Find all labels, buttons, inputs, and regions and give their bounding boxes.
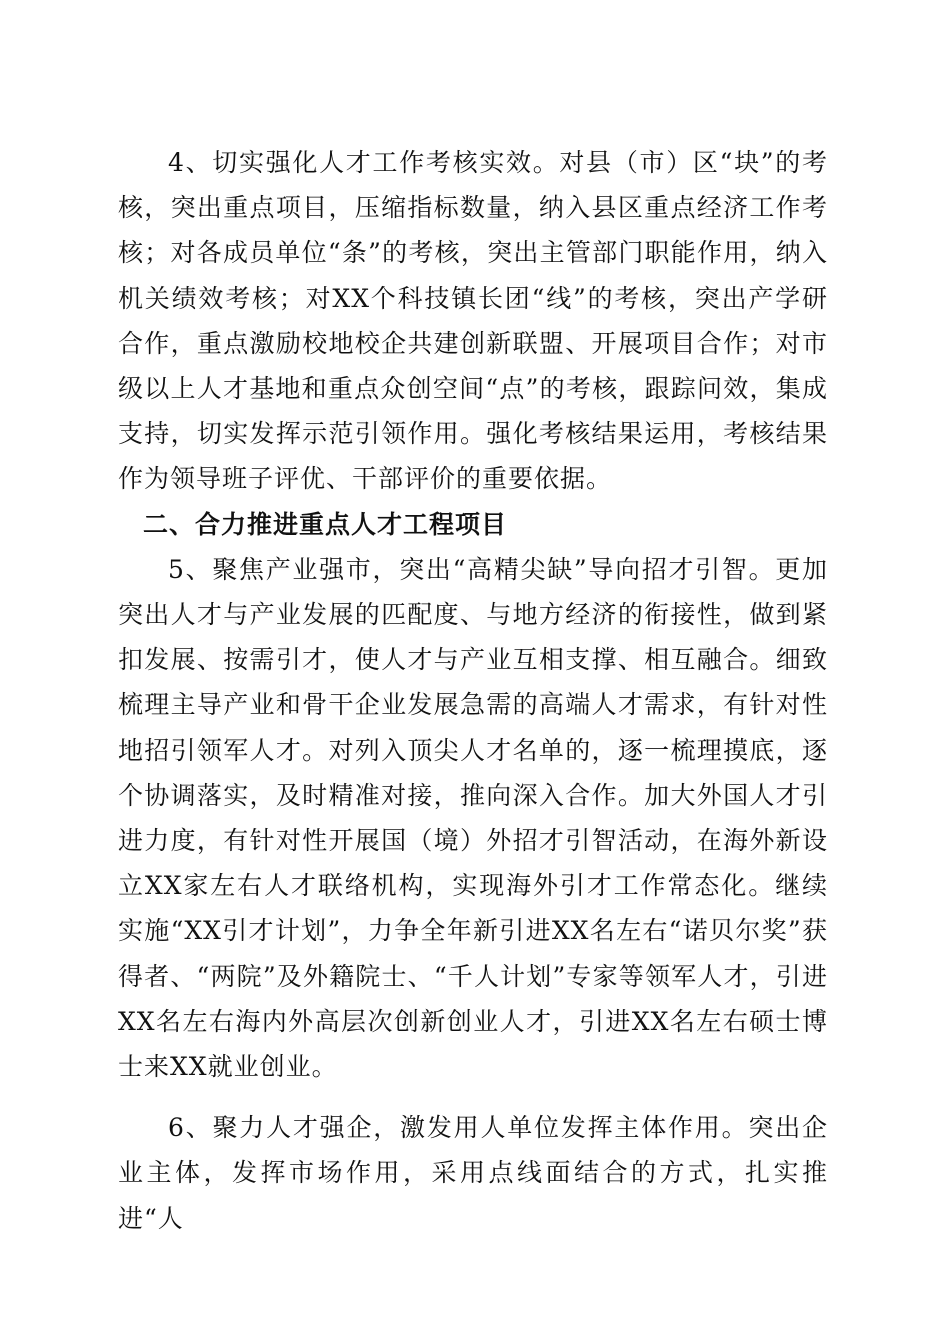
document-body — [118, 140, 828, 1241]
paragraph-4: 4、切实强化人才工作考核实效。对县（市）区“块”的考核，突出重点项目，压缩指标数量，纳入县区重点经济工作考核；对各成员单位“条”的考核，突出主管部门职能作用，纳入机关绩效考核；对XX个科技镇长团“线”的考核，突出产学研合作，重点激励校地校企共建创新联盟、开展项目合作；对市级以上人才基地和重点众创空间“点”的考核，跟踪问效，集成支持，切实发挥示范引领作用。强化考核结果运用，考核结果作为领导班子评优、干部评价的重要依据。 — [118, 148, 828, 494]
paragraph-5: 5、聚焦产业强市，突出“高精尖缺”导向招才引智。更加突出人才与产业发展的匹配度、与地方经济的衔接性，做到紧扣发展、按需引才，使人才与产业互相支撑、相互融合。细致梳理主导产业和骨干企业发展急需的高端人才需求，有针对性地招引领军人才。对列入顶尖人才名单的，逐一梳理摸底，逐个协调落实，及时精准对接，推向深入合作。加大外国人才引进力度，有针对性开展国（境）外招才引智活动，在海外新设立XX家左右人才联络机构，实现海外引才工作常态化。继续实施“XX引才计划”，力争全年新引进XX名左右“诺贝尔奖”获得者、“两院”及外籍院士、“千人计划”专家等领军人才，引进XX名左右海内外高层次创新创业人才，引进XX名左右硕士博士来XX就业创业。 — [118, 554, 828, 1082]
section-heading-2: 二、合力推进重点人才工程项目 — [143, 509, 508, 539]
paragraph-gap — [118, 1089, 828, 1105]
paragraph-6: 6、聚力人才强企，激发用人单位发挥主体作用。突出企业主体，发挥市场作用，采用点线面结合的方式，扎实推进“人 — [118, 1113, 828, 1233]
